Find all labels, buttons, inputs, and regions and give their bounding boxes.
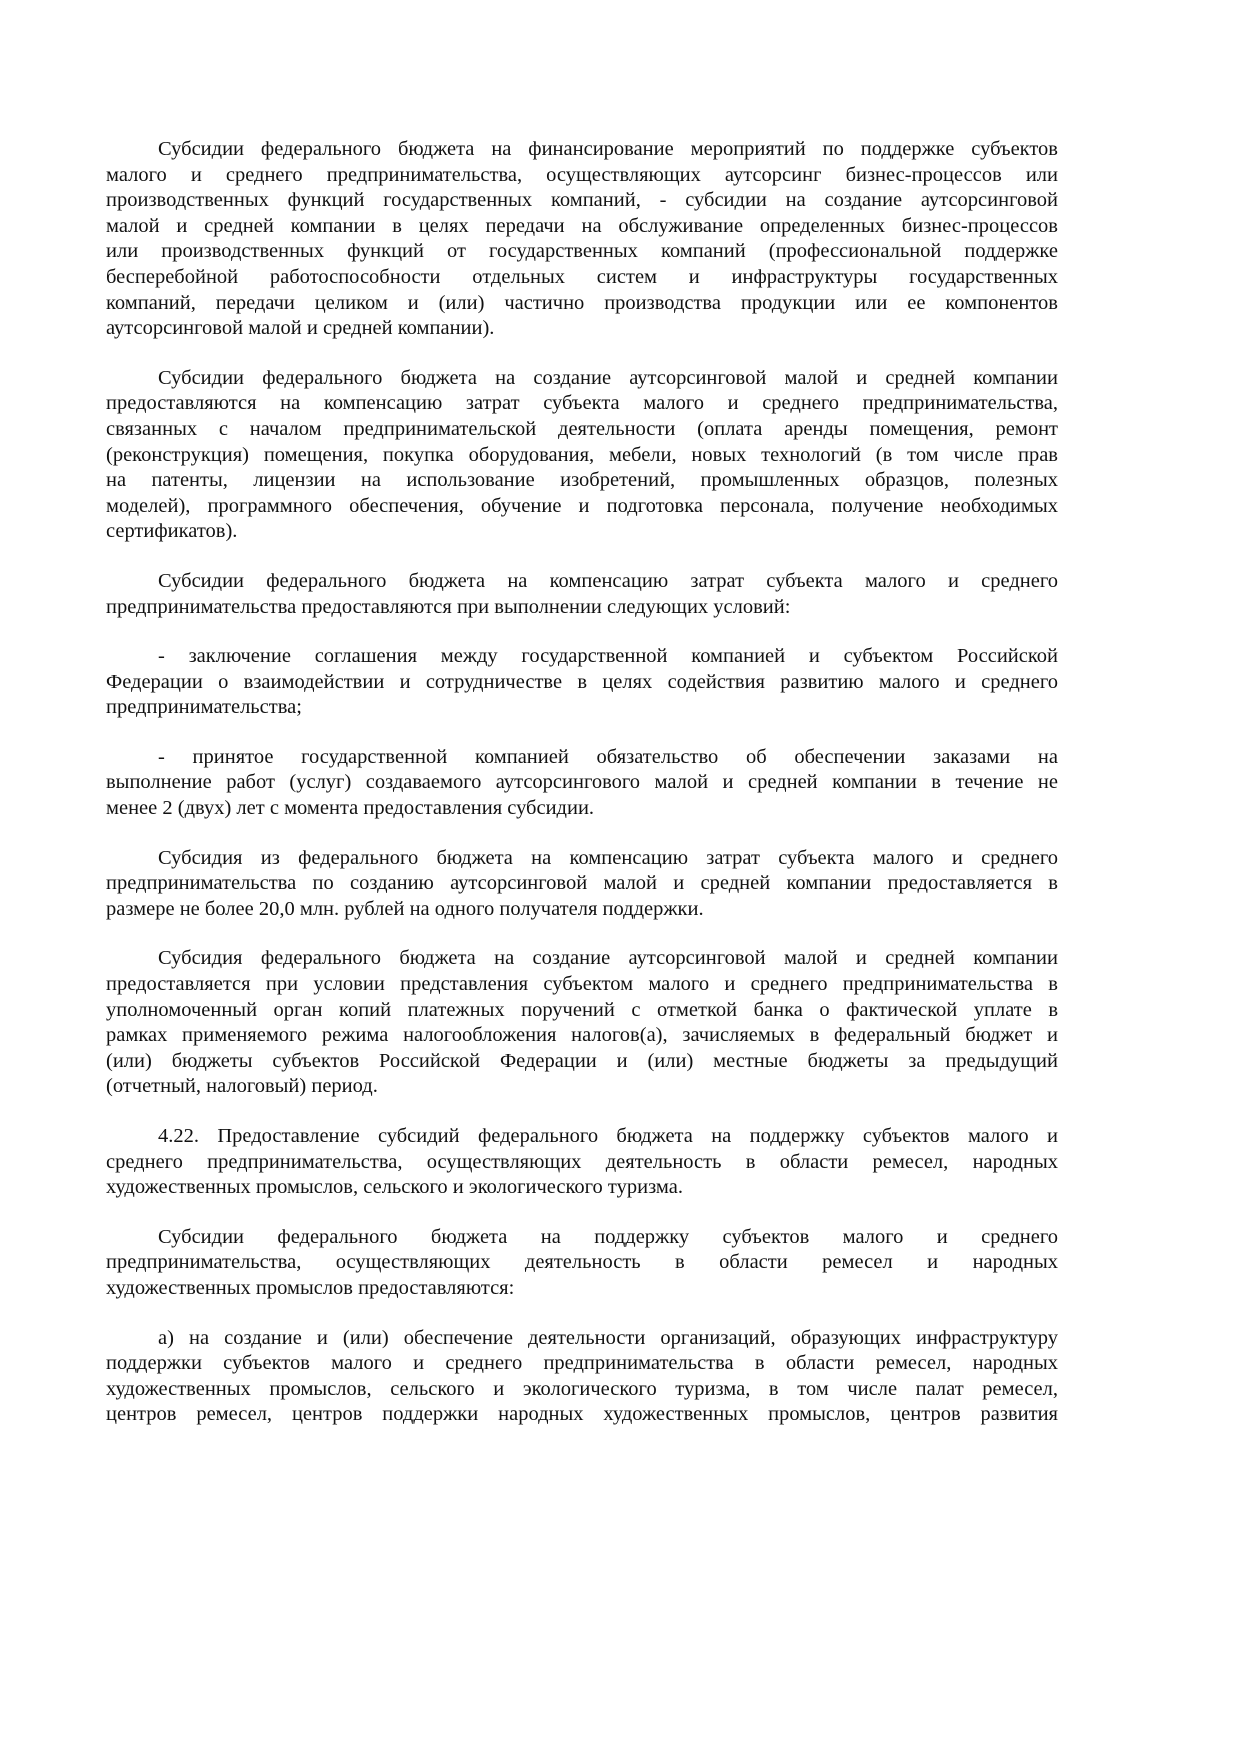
text-line: размере не более 20,0 млн. рублей на одного получателя поддержки. bbox=[106, 897, 704, 920]
paragraph bbox=[106, 745, 1058, 822]
text-line: Субсидии федерального бюджета на поддержку субъектов малого и среднего bbox=[158, 1225, 1058, 1248]
document-page bbox=[106, 137, 1058, 1452]
text-line: малого и среднего предпринимательства, осуществляющих аутсорсинг бизнес-процессов или bbox=[106, 163, 1058, 186]
text-line: предпринимательства, осуществляющих деятельность в области ремесел и народных bbox=[106, 1251, 1058, 1274]
text-line: (отчетный, налоговый) период. bbox=[106, 1075, 378, 1098]
text-line: (или) бюджеты субъектов Российской Федерации и (или) местные бюджеты за предыдущий bbox=[106, 1049, 1058, 1072]
text-line: производственных функций государственных компаний, - субсидии на создание аутсорсинговой bbox=[106, 189, 1058, 212]
paragraph bbox=[106, 366, 1058, 545]
text-line: предоставляется при условии представления субъектом малого и среднего предпринимательства в bbox=[106, 973, 1058, 996]
text-line: (реконструкция) помещения, покупка оборудования, мебели, новых технологий (в том числе прав bbox=[106, 443, 1058, 466]
text-line: бесперебойной работоспособности отдельных систем и инфраструктуры государственных bbox=[106, 265, 1058, 288]
text-line: поддержки субъектов малого и среднего предпринимательства в области ремесел, народных bbox=[106, 1352, 1058, 1375]
text-line: аутсорсинговой малой и средней компании). bbox=[106, 317, 495, 340]
text-line: 4.22. Предоставление субсидий федерального бюджета на поддержку субъектов малого и bbox=[158, 1125, 1058, 1147]
text-line: связанных с началом предпринимательской деятельности (оплата аренды помещения, ремонт bbox=[106, 417, 1058, 440]
text-line: моделей), программного обеспечения, обучение и подготовка персонала, получение необходимых bbox=[106, 494, 1058, 517]
text-line: рамках применяемого режима налогообложения налогов(а), зачисляемых в федеральный бюджет и bbox=[106, 1024, 1058, 1047]
text-line: предпринимательства предоставляются при выполнении следующих условий: bbox=[106, 595, 791, 618]
paragraph bbox=[106, 1326, 1058, 1428]
text-line: - заключение соглашения между государственной компанией и субъектом Российской bbox=[158, 645, 1058, 668]
text-line: художественных промыслов, сельского и экологического туризма, в том числе палат ремесел, bbox=[106, 1377, 1058, 1400]
text-line: художественных промыслов, сельского и экологического туризма. bbox=[106, 1176, 683, 1199]
text-line: на патенты, лицензии на использование изобретений, промышленных образцов, полезных bbox=[106, 469, 1058, 492]
text-line: предпринимательства по созданию аутсорсинговой малой и средней компании предоставляется в bbox=[106, 872, 1058, 895]
text-line: предоставляются на компенсацию затрат субъекта малого и среднего предпринимательства, bbox=[106, 392, 1058, 415]
text-line: центров ремесел, центров поддержки народных художественных промыслов, центров развития bbox=[106, 1403, 1058, 1426]
paragraph bbox=[106, 137, 1058, 342]
text-line: Субсидия федерального бюджета на создание аутсорсинговой малой и средней компании bbox=[158, 947, 1058, 970]
paragraph bbox=[106, 644, 1058, 721]
text-line: Субсидии федерального бюджета на компенсацию затрат субъекта малого и среднего bbox=[158, 569, 1058, 592]
text-line: среднего предпринимательства, осуществляющих деятельность в области ремесел, народных bbox=[106, 1150, 1058, 1173]
text-line: малой и средней компании в целях передачи на обслуживание определенных бизнес-процессов bbox=[106, 214, 1058, 237]
text-line: Субсидии федерального бюджета на финансирование мероприятий по поддержке субъектов bbox=[158, 138, 1058, 160]
paragraph bbox=[106, 1124, 1058, 1201]
text-line: выполнение работ (услуг) создаваемого аутсорсингового малой и средней компании в течение не bbox=[106, 771, 1058, 794]
paragraph bbox=[106, 569, 1058, 620]
text-line: компаний, передачи целиком и (или) частично производства продукции или ее компонентов bbox=[106, 291, 1058, 314]
text-line: - принятое государственной компанией обязательство об обеспечении заказами на bbox=[158, 745, 1058, 768]
text-line: предпринимательства; bbox=[106, 696, 302, 719]
text-line: сертификатов). bbox=[106, 520, 238, 543]
text-line: художественных промыслов предоставляются: bbox=[106, 1276, 515, 1299]
paragraph bbox=[106, 846, 1058, 923]
paragraph bbox=[106, 1225, 1058, 1302]
paragraph bbox=[106, 946, 1058, 1100]
text-line: Федерации о взаимодействии и сотрудничестве в целях содействия развитию малого и среднего bbox=[106, 670, 1058, 693]
text-line: а) на создание и (или) обеспечение деятельности организаций, образующих инфраструктуру bbox=[158, 1326, 1058, 1349]
text-line: или производственных функций от государственных компаний (профессиональной поддержке bbox=[106, 240, 1058, 263]
text-line: уполномоченный орган копий платежных поручений с отметкой банка о фактической уплате в bbox=[106, 998, 1058, 1021]
text-line: Субсидии федерального бюджета на создание аутсорсинговой малой и средней компании bbox=[158, 366, 1058, 389]
text-line: менее 2 (двух) лет с момента предоставления субсидии. bbox=[106, 797, 595, 820]
text-line: Субсидия из федерального бюджета на компенсацию затрат субъекта малого и среднего bbox=[158, 846, 1058, 869]
